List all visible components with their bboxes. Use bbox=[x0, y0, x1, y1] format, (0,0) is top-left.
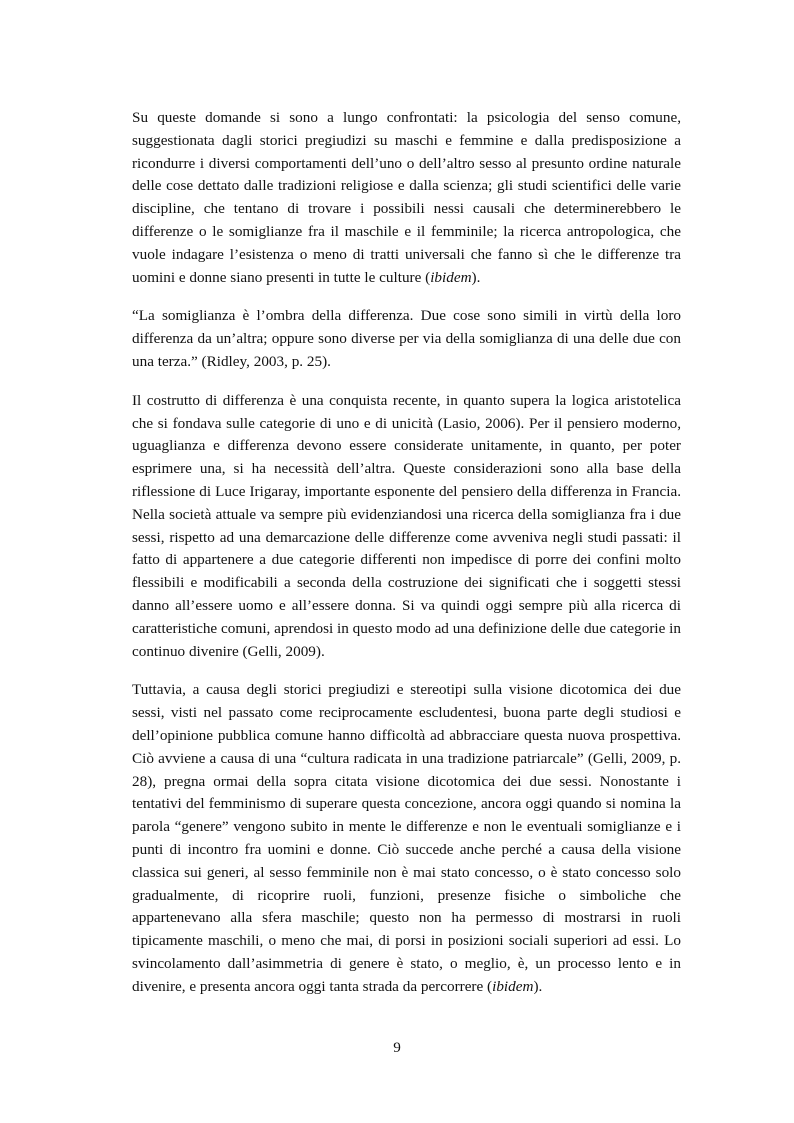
paragraph-1-closing: ). bbox=[471, 268, 481, 286]
paragraph-4-italic-ref: ibidem bbox=[492, 977, 534, 995]
paragraph-3-text: Il costrutto di differenza è una conquista recente, in quanto supera la logica aristotelica che si fondava sulle categorie di uno e di unicità (Lasio, 2006). Per il pensiero moderno, uguaglianza e differenza devono essere considerate unitamente, in quanto, per poter esprimere una, si ha necessità dell’altra. Queste considerazioni sono alla base della riflessione di Luce Irigaray, importante esponente del pensiero della differenza in Francia. Nella società attuale va sempre più evidenziandosi una ricerca della somiglianza fra i due sessi, rispetto ad una demarcazione delle differenze come avveniva negli studi passati: il fatto di appartenere a due categorie differenti non impedisce di porre dei confini molto flessibili e modificabili a seconda della costruzione dei significati che i soggetti stessi danno all’essere uomo e all’essere donna. Si va quindi oggi sempre più alla ricerca di caratteristiche comuni, aprendosi in questo modo ad una definizione delle due categorie in continuo divenire (Gelli, 2009). bbox=[132, 391, 681, 660]
paragraph-4-closing: ). bbox=[533, 977, 543, 995]
paragraph-4-text: Tuttavia, a causa degli storici pregiudizi e stereotipi sulla visione dicotomica dei due sessi, visti nel passato come reciprocamente escludentesi, buona parte degli studiosi e dell’opinione pubblica comune hanno difficoltà ad abbracciare questa nuova prospettiva. Ciò avviene a causa di una “cultura radicata in una tradizione patriarcale” (Gelli, 2009, p. 28), pregna ormai della sopra citata visione dicotomica dei due sessi. Nonostante i tentativi del femminismo di superare questa concezione, ancora oggi quando si nomina la parola “genere” vengono subito in mente le differenze e non le eventuali somiglianze e i punti di incontro fra uomini e donne. Ciò succede anche perché a causa della visione classica sui generi, al sesso femminile non è mai stato concesso, o è stato concesso solo gradualmente, di ricoprire ruoli, funzioni, presenze fisiche o simboliche che appartenevano alla sfera maschile; questo non ha permesso di mostrarsi in ruoli tipicamente maschili, o meno che mai, di porsi in posizioni sociali superiori ad essi. Lo svincolamento dall’asimmetria di genere è stato, o meglio, è, un processo lento e in divenire, e presenta ancora oggi tanta strada da percorrere ( bbox=[132, 681, 681, 995]
document-body bbox=[132, 107, 681, 1014]
paragraph-1-text: Su queste domande si sono a lungo confrontati: la psicologia del senso comune, suggestionata dagli storici pregiudizi su maschi e femmine e dalla predisposizione a ricondurre i diversi comportamenti dell’uno o dell’altro sesso al presunto ordine naturale delle cose dettato dalle tradizioni religiose e dalla scienza; gli studi scientifici delle varie discipline, che tentano di trovare i possibili nessi causali che determinerebbero le differenze o le somiglianze fra il maschile e il femminile; la ricerca antropologica, che vuole indagare l’esistenza o meno di tratti universali che fanno sì che le differenze tra uomini e donne siano presenti in tutte le culture ( bbox=[132, 109, 681, 286]
paragraph-4 bbox=[132, 679, 681, 998]
paragraph-3 bbox=[132, 390, 681, 664]
paragraph-2-quote bbox=[132, 305, 681, 373]
paragraph-1 bbox=[132, 107, 681, 289]
page-number: 9 bbox=[393, 1039, 401, 1056]
paragraph-2-text: “La somiglianza è l’ombra della differenza. Due cose sono simili in virtù della loro differenza da un’altra; oppure sono diverse per via della somiglianza di una delle due con una terza.” (Ridley, 2003, p. 25). bbox=[132, 307, 681, 370]
paragraph-1-italic-ref: ibidem bbox=[430, 268, 472, 286]
